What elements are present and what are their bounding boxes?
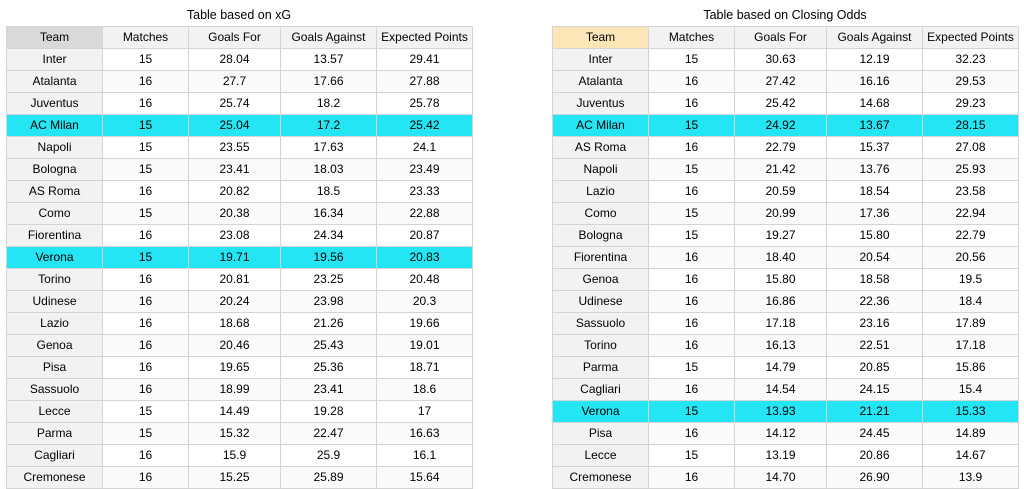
table-row xyxy=(7,247,473,269)
xg-cell-goals-for: 15.32 xyxy=(189,423,281,445)
xg-cell-matches: 16 xyxy=(103,379,189,401)
table-row xyxy=(553,467,1019,489)
odds-cell-goals-against: 21.21 xyxy=(827,401,923,423)
odds-table-header-row xyxy=(553,27,1019,49)
xg-cell-expected-points: 19.01 xyxy=(377,335,473,357)
xg-cell-goals-against: 16.34 xyxy=(281,203,377,225)
table-row xyxy=(7,313,473,335)
odds-cell-team: Verona xyxy=(553,401,649,423)
xg-cell-team: Verona xyxy=(7,247,103,269)
odds-cell-goals-for: 24.92 xyxy=(735,115,827,137)
odds-cell-goals-against: 13.76 xyxy=(827,159,923,181)
xg-cell-goals-against: 17.2 xyxy=(281,115,377,137)
xg-cell-team: Cagliari xyxy=(7,445,103,467)
odds-cell-matches: 15 xyxy=(649,357,735,379)
xg-table-panel xyxy=(6,8,472,484)
xg-cell-goals-against: 18.2 xyxy=(281,93,377,115)
odds-cell-matches: 16 xyxy=(649,423,735,445)
odds-cell-goals-for: 21.42 xyxy=(735,159,827,181)
odds-cell-goals-against: 16.16 xyxy=(827,71,923,93)
table-row xyxy=(553,71,1019,93)
xg-cell-expected-points: 20.48 xyxy=(377,269,473,291)
odds-cell-goals-for: 13.19 xyxy=(735,445,827,467)
odds-cell-team: Lecce xyxy=(553,445,649,467)
odds-cell-expected-points: 17.89 xyxy=(923,313,1019,335)
xg-cell-team: Napoli xyxy=(7,137,103,159)
xg-cell-team: Bologna xyxy=(7,159,103,181)
table-row xyxy=(7,467,473,489)
odds-cell-matches: 15 xyxy=(649,203,735,225)
odds-cell-goals-against: 13.67 xyxy=(827,115,923,137)
table-row xyxy=(553,247,1019,269)
xg-cell-team: Sassuolo xyxy=(7,379,103,401)
xg-cell-team: Genoa xyxy=(7,335,103,357)
table-row xyxy=(7,71,473,93)
xg-cell-expected-points: 17 xyxy=(377,401,473,423)
odds-cell-team: Como xyxy=(553,203,649,225)
xg-cell-team: Juventus xyxy=(7,93,103,115)
odds-cell-goals-for: 16.13 xyxy=(735,335,827,357)
xg-cell-matches: 15 xyxy=(103,401,189,423)
xg-cell-expected-points: 18.71 xyxy=(377,357,473,379)
table-row xyxy=(7,93,473,115)
xg-header-team: Team xyxy=(7,27,103,49)
xg-cell-goals-for: 25.04 xyxy=(189,115,281,137)
odds-cell-matches: 16 xyxy=(649,71,735,93)
xg-cell-goals-against: 25.43 xyxy=(281,335,377,357)
odds-cell-expected-points: 29.53 xyxy=(923,71,1019,93)
odds-cell-expected-points: 14.89 xyxy=(923,423,1019,445)
xg-cell-expected-points: 22.88 xyxy=(377,203,473,225)
odds-table-panel xyxy=(552,8,1018,484)
xg-cell-team: Cremonese xyxy=(7,467,103,489)
xg-cell-expected-points: 23.33 xyxy=(377,181,473,203)
table-row xyxy=(7,159,473,181)
xg-cell-expected-points: 19.66 xyxy=(377,313,473,335)
odds-cell-goals-for: 14.79 xyxy=(735,357,827,379)
table-row xyxy=(7,181,473,203)
xg-cell-matches: 15 xyxy=(103,49,189,71)
odds-cell-expected-points: 22.79 xyxy=(923,225,1019,247)
xg-cell-goals-against: 25.36 xyxy=(281,357,377,379)
odds-cell-team: Pisa xyxy=(553,423,649,445)
xg-cell-team: Fiorentina xyxy=(7,225,103,247)
xg-cell-team: Atalanta xyxy=(7,71,103,93)
odds-cell-goals-against: 22.36 xyxy=(827,291,923,313)
odds-cell-matches: 15 xyxy=(649,445,735,467)
odds-cell-goals-for: 20.59 xyxy=(735,181,827,203)
odds-cell-goals-against: 18.54 xyxy=(827,181,923,203)
odds-cell-team: Parma xyxy=(553,357,649,379)
xg-cell-goals-against: 18.03 xyxy=(281,159,377,181)
odds-cell-expected-points: 29.23 xyxy=(923,93,1019,115)
xg-cell-matches: 15 xyxy=(103,137,189,159)
odds-cell-team: Cagliari xyxy=(553,379,649,401)
xg-cell-team: Udinese xyxy=(7,291,103,313)
odds-cell-goals-for: 25.42 xyxy=(735,93,827,115)
xg-table-header-row xyxy=(7,27,473,49)
xg-cell-goals-for: 28.04 xyxy=(189,49,281,71)
xg-cell-matches: 16 xyxy=(103,225,189,247)
table-row xyxy=(553,357,1019,379)
xg-cell-expected-points: 20.87 xyxy=(377,225,473,247)
odds-cell-matches: 16 xyxy=(649,313,735,335)
table-row xyxy=(7,225,473,247)
xg-cell-goals-against: 19.28 xyxy=(281,401,377,423)
table-row xyxy=(553,203,1019,225)
table-row xyxy=(553,137,1019,159)
xg-cell-goals-for: 20.82 xyxy=(189,181,281,203)
xg-cell-goals-against: 23.41 xyxy=(281,379,377,401)
odds-cell-goals-for: 14.12 xyxy=(735,423,827,445)
odds-cell-goals-against: 15.37 xyxy=(827,137,923,159)
odds-cell-matches: 16 xyxy=(649,269,735,291)
odds-cell-goals-against: 14.68 xyxy=(827,93,923,115)
odds-header-expected-points: Expected Points xyxy=(923,27,1019,49)
odds-cell-matches: 15 xyxy=(649,401,735,423)
odds-cell-goals-for: 30.63 xyxy=(735,49,827,71)
xg-cell-expected-points: 15.64 xyxy=(377,467,473,489)
xg-cell-goals-against: 23.98 xyxy=(281,291,377,313)
xg-cell-goals-for: 20.81 xyxy=(189,269,281,291)
xg-header-matches: Matches xyxy=(103,27,189,49)
odds-cell-matches: 15 xyxy=(649,225,735,247)
odds-cell-matches: 16 xyxy=(649,291,735,313)
odds-cell-goals-against: 23.16 xyxy=(827,313,923,335)
table-row xyxy=(553,269,1019,291)
table-row xyxy=(7,49,473,71)
xg-cell-matches: 15 xyxy=(103,115,189,137)
xg-cell-team: Lazio xyxy=(7,313,103,335)
table-row xyxy=(7,445,473,467)
table-row xyxy=(553,335,1019,357)
table-row xyxy=(553,93,1019,115)
xg-cell-matches: 15 xyxy=(103,423,189,445)
xg-cell-goals-for: 20.24 xyxy=(189,291,281,313)
odds-cell-team: Bologna xyxy=(553,225,649,247)
xg-cell-goals-for: 19.71 xyxy=(189,247,281,269)
odds-cell-matches: 15 xyxy=(649,115,735,137)
odds-cell-team: Udinese xyxy=(553,291,649,313)
odds-table-title: Table based on Closing Odds xyxy=(703,8,867,22)
odds-cell-matches: 16 xyxy=(649,379,735,401)
xg-cell-goals-against: 22.47 xyxy=(281,423,377,445)
odds-cell-team: Torino xyxy=(553,335,649,357)
table-row xyxy=(553,423,1019,445)
odds-cell-team: Sassuolo xyxy=(553,313,649,335)
xg-cell-team: Como xyxy=(7,203,103,225)
odds-cell-expected-points: 20.56 xyxy=(923,247,1019,269)
xg-cell-goals-against: 13.57 xyxy=(281,49,377,71)
xg-cell-goals-for: 19.65 xyxy=(189,357,281,379)
xg-cell-goals-for: 23.55 xyxy=(189,137,281,159)
odds-cell-goals-for: 27.42 xyxy=(735,71,827,93)
odds-cell-matches: 16 xyxy=(649,93,735,115)
xg-cell-expected-points: 16.1 xyxy=(377,445,473,467)
xg-cell-goals-for: 18.68 xyxy=(189,313,281,335)
odds-cell-goals-against: 24.45 xyxy=(827,423,923,445)
table-row xyxy=(7,203,473,225)
table-row xyxy=(553,313,1019,335)
table-row xyxy=(7,335,473,357)
xg-cell-goals-for: 20.46 xyxy=(189,335,281,357)
xg-cell-matches: 16 xyxy=(103,269,189,291)
xg-cell-team: Inter xyxy=(7,49,103,71)
xg-cell-team: Pisa xyxy=(7,357,103,379)
odds-cell-goals-against: 24.15 xyxy=(827,379,923,401)
xg-cell-goals-against: 25.9 xyxy=(281,445,377,467)
odds-cell-goals-for: 16.86 xyxy=(735,291,827,313)
xg-cell-expected-points: 16.63 xyxy=(377,423,473,445)
table-row xyxy=(553,445,1019,467)
odds-cell-expected-points: 13.9 xyxy=(923,467,1019,489)
xg-cell-expected-points: 18.6 xyxy=(377,379,473,401)
xg-cell-goals-for: 23.08 xyxy=(189,225,281,247)
odds-cell-expected-points: 23.58 xyxy=(923,181,1019,203)
xg-cell-matches: 16 xyxy=(103,291,189,313)
odds-cell-goals-for: 20.99 xyxy=(735,203,827,225)
odds-cell-team: AS Roma xyxy=(553,137,649,159)
xg-cell-team: AC Milan xyxy=(7,115,103,137)
table-row xyxy=(7,115,473,137)
xg-cell-goals-for: 15.9 xyxy=(189,445,281,467)
xg-cell-matches: 15 xyxy=(103,247,189,269)
odds-cell-goals-against: 15.80 xyxy=(827,225,923,247)
xg-cell-matches: 16 xyxy=(103,71,189,93)
odds-cell-team: Inter xyxy=(553,49,649,71)
xg-cell-matches: 16 xyxy=(103,357,189,379)
xg-header-goals-for: Goals For xyxy=(189,27,281,49)
odds-cell-goals-for: 22.79 xyxy=(735,137,827,159)
table-row xyxy=(7,269,473,291)
odds-cell-expected-points: 32.23 xyxy=(923,49,1019,71)
odds-cell-expected-points: 15.4 xyxy=(923,379,1019,401)
xg-cell-team: Torino xyxy=(7,269,103,291)
xg-cell-matches: 16 xyxy=(103,445,189,467)
odds-cell-team: Fiorentina xyxy=(553,247,649,269)
table-row xyxy=(553,115,1019,137)
odds-cell-goals-for: 13.93 xyxy=(735,401,827,423)
xg-cell-matches: 16 xyxy=(103,313,189,335)
odds-cell-team: Napoli xyxy=(553,159,649,181)
xg-cell-expected-points: 24.1 xyxy=(377,137,473,159)
xg-header-expected-points: Expected Points xyxy=(377,27,473,49)
odds-cell-expected-points: 15.86 xyxy=(923,357,1019,379)
odds-header-matches: Matches xyxy=(649,27,735,49)
odds-cell-team: Cremonese xyxy=(553,467,649,489)
xg-cell-goals-for: 25.74 xyxy=(189,93,281,115)
odds-cell-goals-against: 12.19 xyxy=(827,49,923,71)
odds-cell-expected-points: 17.18 xyxy=(923,335,1019,357)
panel-spacer xyxy=(482,8,542,423)
odds-cell-goals-against: 20.85 xyxy=(827,357,923,379)
odds-cell-expected-points: 19.5 xyxy=(923,269,1019,291)
xg-cell-goals-against: 25.89 xyxy=(281,467,377,489)
table-row xyxy=(553,401,1019,423)
xg-cell-team: Parma xyxy=(7,423,103,445)
odds-table xyxy=(552,26,1019,489)
xg-cell-expected-points: 25.42 xyxy=(377,115,473,137)
odds-cell-matches: 16 xyxy=(649,137,735,159)
table-row xyxy=(553,159,1019,181)
xg-cell-matches: 15 xyxy=(103,203,189,225)
xg-cell-goals-against: 18.5 xyxy=(281,181,377,203)
xg-cell-goals-against: 19.56 xyxy=(281,247,377,269)
xg-cell-expected-points: 20.3 xyxy=(377,291,473,313)
table-row xyxy=(7,401,473,423)
table-row xyxy=(553,49,1019,71)
xg-cell-expected-points: 20.83 xyxy=(377,247,473,269)
odds-cell-goals-for: 19.27 xyxy=(735,225,827,247)
odds-cell-goals-against: 18.58 xyxy=(827,269,923,291)
table-row xyxy=(553,225,1019,247)
odds-cell-goals-against: 22.51 xyxy=(827,335,923,357)
xg-table-title: Table based on xG xyxy=(186,8,292,22)
xg-cell-goals-against: 24.34 xyxy=(281,225,377,247)
odds-cell-expected-points: 28.15 xyxy=(923,115,1019,137)
xg-cell-goals-for: 14.49 xyxy=(189,401,281,423)
odds-cell-matches: 15 xyxy=(649,49,735,71)
xg-cell-goals-for: 27.7 xyxy=(189,71,281,93)
xg-cell-goals-against: 17.66 xyxy=(281,71,377,93)
odds-cell-team: Juventus xyxy=(553,93,649,115)
xg-cell-goals-for: 18.99 xyxy=(189,379,281,401)
xg-cell-goals-for: 20.38 xyxy=(189,203,281,225)
odds-cell-matches: 15 xyxy=(649,159,735,181)
odds-cell-expected-points: 15.33 xyxy=(923,401,1019,423)
xg-cell-goals-against: 17.63 xyxy=(281,137,377,159)
xg-cell-goals-for: 23.41 xyxy=(189,159,281,181)
odds-cell-team: Lazio xyxy=(553,181,649,203)
odds-cell-matches: 16 xyxy=(649,247,735,269)
xg-cell-expected-points: 23.49 xyxy=(377,159,473,181)
xg-cell-goals-against: 21.26 xyxy=(281,313,377,335)
odds-cell-matches: 16 xyxy=(649,181,735,203)
odds-cell-expected-points: 18.4 xyxy=(923,291,1019,313)
table-row xyxy=(7,379,473,401)
odds-cell-team: AC Milan xyxy=(553,115,649,137)
xg-cell-team: AS Roma xyxy=(7,181,103,203)
table-row xyxy=(7,291,473,313)
odds-header-goals-for: Goals For xyxy=(735,27,827,49)
odds-cell-goals-against: 26.90 xyxy=(827,467,923,489)
odds-cell-goals-for: 14.54 xyxy=(735,379,827,401)
table-row xyxy=(553,379,1019,401)
xg-header-goals-against: Goals Against xyxy=(281,27,377,49)
xg-cell-matches: 16 xyxy=(103,335,189,357)
odds-cell-goals-for: 14.70 xyxy=(735,467,827,489)
table-row xyxy=(553,291,1019,313)
odds-cell-goals-for: 15.80 xyxy=(735,269,827,291)
odds-cell-matches: 16 xyxy=(649,335,735,357)
xg-cell-expected-points: 25.78 xyxy=(377,93,473,115)
xg-table xyxy=(6,26,473,489)
xg-cell-expected-points: 29.41 xyxy=(377,49,473,71)
table-row xyxy=(7,137,473,159)
xg-cell-matches: 16 xyxy=(103,467,189,489)
xg-cell-goals-for: 15.25 xyxy=(189,467,281,489)
xg-cell-team: Lecce xyxy=(7,401,103,423)
odds-cell-expected-points: 14.67 xyxy=(923,445,1019,467)
odds-cell-goals-for: 18.40 xyxy=(735,247,827,269)
odds-cell-expected-points: 22.94 xyxy=(923,203,1019,225)
odds-cell-goals-against: 17.36 xyxy=(827,203,923,225)
odds-cell-goals-against: 20.54 xyxy=(827,247,923,269)
odds-cell-expected-points: 25.93 xyxy=(923,159,1019,181)
odds-cell-team: Genoa xyxy=(553,269,649,291)
table-row xyxy=(7,423,473,445)
xg-cell-matches: 16 xyxy=(103,181,189,203)
table-row xyxy=(7,357,473,379)
odds-header-goals-against: Goals Against xyxy=(827,27,923,49)
xg-cell-goals-against: 23.25 xyxy=(281,269,377,291)
odds-cell-expected-points: 27.08 xyxy=(923,137,1019,159)
odds-header-team: Team xyxy=(553,27,649,49)
xg-cell-matches: 16 xyxy=(103,93,189,115)
odds-cell-matches: 16 xyxy=(649,467,735,489)
table-row xyxy=(553,181,1019,203)
xg-cell-matches: 15 xyxy=(103,159,189,181)
odds-cell-goals-against: 20.86 xyxy=(827,445,923,467)
odds-cell-team: Atalanta xyxy=(553,71,649,93)
xg-cell-expected-points: 27.88 xyxy=(377,71,473,93)
odds-cell-goals-for: 17.18 xyxy=(735,313,827,335)
